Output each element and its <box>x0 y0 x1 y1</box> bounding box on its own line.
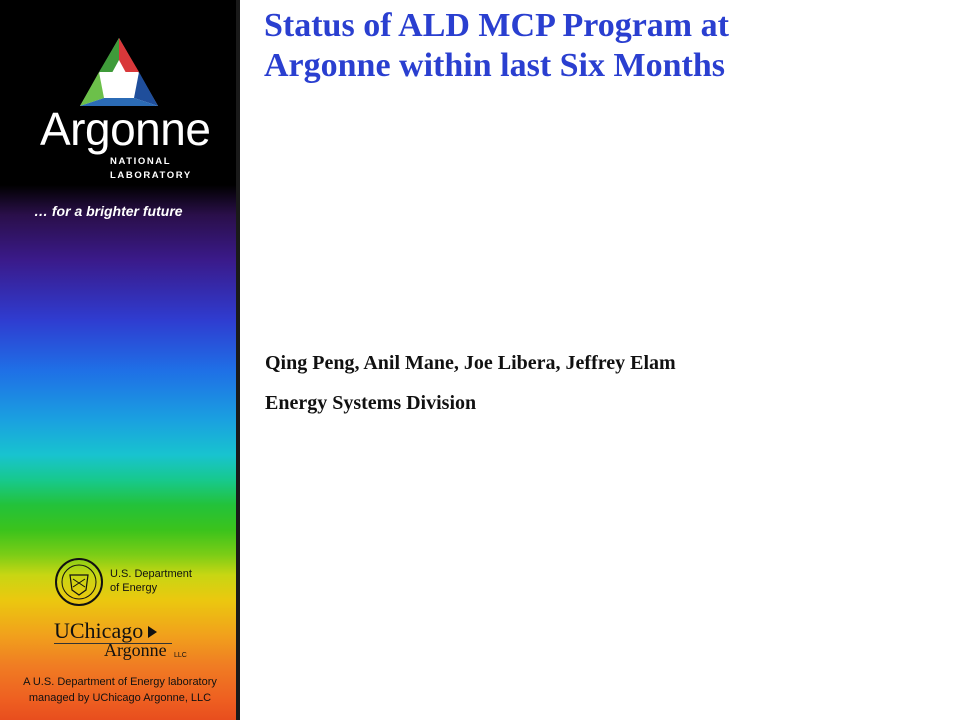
sidebar-edge-divider <box>236 0 240 720</box>
slide-title-line2: Argonne within last Six Months <box>264 47 725 84</box>
uchicago-arrow-icon <box>148 626 157 638</box>
authors-line: Qing Peng, Anil Mane, Joe Libera, Jeffrey Elam <box>265 352 676 374</box>
doe-seal-icon <box>54 557 104 607</box>
tagline: … for a brighter future <box>34 203 183 219</box>
argonne-llc-word: Argonne <box>104 640 167 660</box>
footer-line2: managed by UChicago Argonne, LLC <box>28 692 212 704</box>
argonne-triangle-logo-icon <box>78 36 160 112</box>
footer-line1: A U.S. Department of Energy laboratory <box>23 676 217 688</box>
doe-line1: U.S. Department <box>110 568 192 580</box>
slide-title <box>264 6 944 86</box>
argonne-logo-word: Argonne <box>40 103 211 155</box>
logo-laboratory-text: LABORATORY <box>110 170 192 181</box>
uchicago-logo-word: UChicago <box>54 618 144 643</box>
slide-title-line1: Status of ALD MCP Program at <box>264 7 729 44</box>
logo-national-text: NATIONAL <box>110 156 172 167</box>
doe-line2: of Energy <box>110 582 158 594</box>
division-line: Energy Systems Division <box>265 392 477 414</box>
llc-text: LLC <box>174 652 187 659</box>
